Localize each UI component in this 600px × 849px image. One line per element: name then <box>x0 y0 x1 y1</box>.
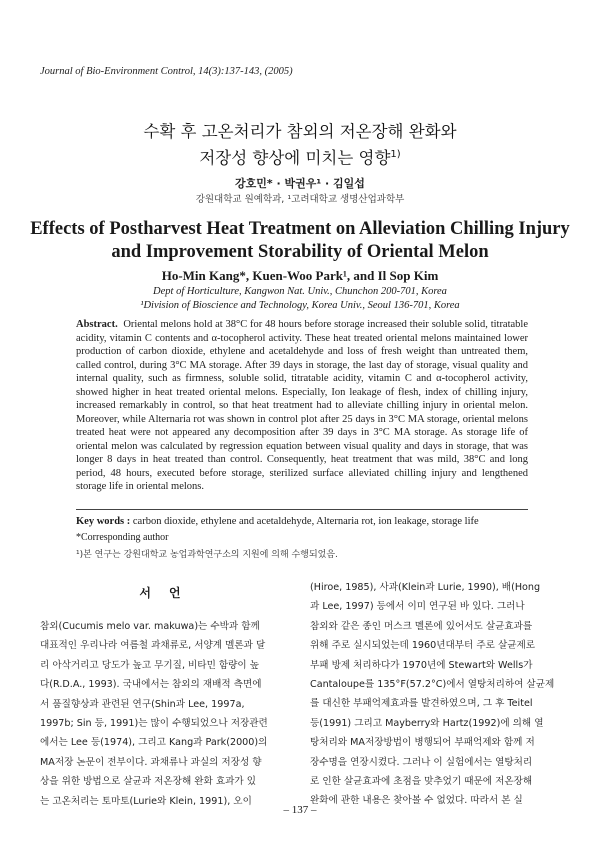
keywords-label: Key words : <box>76 516 131 527</box>
corresponding-author-note: *Corresponding author <box>76 532 169 543</box>
keywords-top-rule <box>76 509 528 510</box>
body-line: 참외(Cucumis melo var. makuwa)는 수박과 함께 <box>40 621 260 632</box>
body-line: 대표적인 우리나라 여름철 과채류로, 서양계 멜론과 달 <box>40 640 266 652</box>
body-line: 상을 위한 방법으로 살균과 저온장해 완화 효과가 있 <box>40 776 256 788</box>
abstract <box>76 318 528 494</box>
body-line: 장수명을 연장시켰다. 그러나 이 실험에서는 열탕처리 <box>310 756 533 768</box>
english-affiliation-line1: Dept of Horticulture, Kangwon Nat. Univ., Chunchon 200-701, Korea <box>153 286 447 297</box>
english-title <box>0 218 600 264</box>
section-heading-introduction: 서언 <box>139 586 199 600</box>
korean-title <box>0 120 600 170</box>
body-line: 는 고온처리는 토마토(Lurie와 Klein, 1991), 오이 <box>40 795 252 807</box>
body-line: 에서는 Lee 등(1974), 그리고 Kang과 Park(2000)의 <box>40 737 268 749</box>
body-line: (Hiroe, 1985), 사과(Klein과 Lurie, 1990), 배(Hong <box>310 582 541 593</box>
english-authors: Ho-Min Kang*, Kuen-Woo Park¹, and Il Sop Kim <box>161 268 439 283</box>
body-line: 탕처리와 MA저장방법이 병행되어 부패억제와 함께 저 <box>310 737 535 749</box>
body-line: 위해 주로 실시되었는데 1960년대부터 주로 살균제로 <box>310 640 536 652</box>
body-line: 로 인한 살균효과에 초점을 맞추었기 때문에 저온장해 <box>310 776 533 788</box>
abstract-text: Oriental melons hold at 38°C for 48 hours before storage increased their soluble solid, titratable acidity, vitamin C contents and α-tocopherol activity. These heat treated oriental melons maintained lower production of carbon dioxide, ethylene and acetaldehyde and loss of fresh weight than untreated them, called control, during 3°C MA storage. After 39 days in storage, the last day of storage, visual quality and internal quality, such as firmness, soluble solid, titratable acidity, vitamin C and α-tocopherol activity, showed higher in heat treated oriental melons. Especially, Ion leakage of flesh, index of chilling injury, increased remarkably in control, so that heat treatment had to alleviate chilling injury in oriental melon. Moreover, while Alternaria rot was shown in control plot after 25 days in 3°C MA storage, oriental melons treated heat were not appeared any decomposition after 39 days in 3°C MA storage. As storage life of oriental melon was calculated by regression equation between visual quality and days in storage, that was longer 8 days in heat treated than control. Consequently, heat treatment that was mild, 38°C and long period, 48 hours, executed before storage, sterilized surface alleviated chilling injury and lengthened storage life in oriental melons. <box>76 319 529 492</box>
journal-citation: Journal of Bio-Environment Control, 14(3):137-143, (2005) <box>40 66 293 77</box>
english-affiliation-line2: ¹Division of Bioscience and Technology, Korea Univ., Seoul 136-701, Korea <box>140 300 460 311</box>
keywords-text: carbon dioxide, ethylene and acetaldehyde, Alternaria rot, ion leakage, storage life <box>132 516 479 527</box>
title-footnote-mark: 1) <box>390 149 401 160</box>
korean-authors: 강호민* · 박권우¹ · 김일섭 <box>235 177 365 190</box>
body-line: MA저장 논문이 전부이다. 과채류나 과실의 저장성 향 <box>40 756 262 768</box>
korean-title-line2: 저장성 향상에 미치는 영향$^{1)}$ <box>199 148 401 168</box>
funding-footnote: ¹)본 연구는 강원대학교 농업과학연구소의 지원에 의해 수행되었음. <box>76 550 338 560</box>
body-right-column <box>310 578 562 811</box>
body-left-column <box>40 617 298 811</box>
korean-affiliation: 강원대학교 원예학과, ¹고려대학교 생명산업과학부 <box>195 194 405 205</box>
english-title-line2: and Improvement Storability of Oriental Melon <box>111 242 489 262</box>
body-line: 1997b; Sin 등, 1991)는 많이 수행되었으나 저장관련 <box>40 718 268 730</box>
english-affiliation <box>0 285 600 313</box>
body-line: 부패 방제 처리하다가 1970년에 Stewart와 Wells가 <box>310 659 533 671</box>
english-title-line1: Effects of Postharvest Heat Treatment on Alleviation Chilling Injury <box>30 219 570 239</box>
body-line: 서 품질향상과 관련된 연구(Shin과 Lee, 1997a, <box>40 698 245 710</box>
keywords <box>76 516 528 527</box>
body-line: 참외와 같은 종인 머스크 멜론에 있어서도 살균효과를 <box>310 620 533 632</box>
body-line: 다(R.D.A., 1993). 국내에서는 참외의 재배적 측면에 <box>40 679 262 691</box>
korean-title-line1: 수확 후 고온처리가 참외의 저온장해 완화와 <box>143 122 457 141</box>
body-line: Cantaloupe를 135°F(57.2°C)에서 열탕처리하여 살균제 <box>310 679 555 691</box>
body-line: 과 Lee, 1997) 등에서 이미 연구된 바 있다. 그러나 <box>310 601 525 613</box>
body-line: 리 아삭거리고 당도가 높고 무기질, 비타민 함량이 높 <box>40 659 260 671</box>
body-line: 를 대신한 부패억제효과를 발견하였으며, 그 후 Teitel <box>310 698 533 710</box>
abstract-label: Abstract. <box>76 319 118 330</box>
body-line: 완화에 관한 내용은 찾아볼 수 없었다. 따라서 본 실 <box>310 795 523 807</box>
page-number: – 137 – <box>283 804 317 816</box>
body-line: 등(1991) 그리고 Mayberry와 Hartz(1992)에 의해 열 <box>310 717 544 729</box>
